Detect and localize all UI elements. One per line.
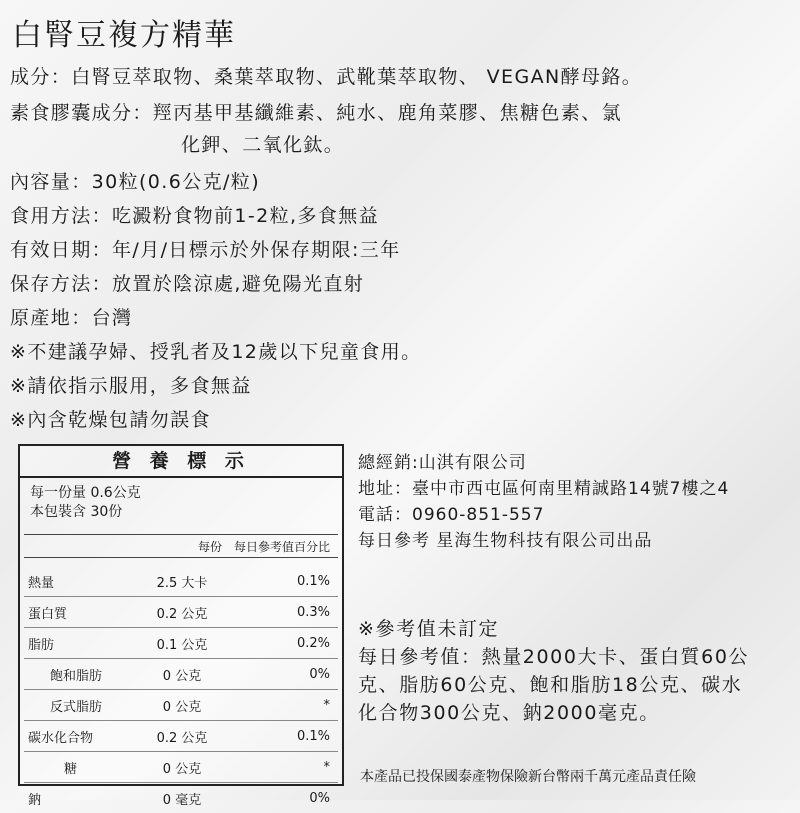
nutrient-daily-pct: 0% (309, 666, 330, 682)
manufacturer: 每日參考 星海生物科技有限公司出品 (358, 531, 653, 551)
nutrition-column-header (24, 534, 338, 558)
nutrition-row (24, 721, 338, 752)
serving-info (20, 478, 342, 534)
nutrient-value: 0.2 公克 (156, 606, 208, 622)
nutrition-row (24, 690, 338, 721)
reference-line-3: 化合物300公克、鈉2000毫克。 (358, 702, 660, 724)
distributor-address: 地址：臺中市西屯區何南里精誠路14號7樓之4 (358, 479, 730, 499)
reference-note: ※參考值未訂定 (358, 618, 500, 640)
nutrient-name: 蛋白質 (28, 606, 68, 622)
nutrition-rows (20, 566, 342, 813)
servings-per-package: 本包裝含 30份 (30, 504, 123, 520)
nutrient-daily-pct: 0.2% (296, 635, 330, 651)
insurance-note: 本產品已投保國泰產物保險新台幣兩千萬元產品責任險 (360, 769, 696, 785)
nutrient-value: 0 公克 (162, 699, 202, 715)
nutrition-table (18, 444, 344, 808)
nutrient-name: 熱量 (28, 575, 55, 591)
nutrient-name: 脂肪 (28, 637, 55, 653)
nutrient-value: 0.2 公克 (156, 730, 208, 746)
nutrient-daily-pct: 0% (309, 790, 330, 806)
col-daily-pct: 每日參考值百分比 (233, 539, 330, 554)
nutrient-daily-pct: * (323, 759, 330, 775)
nutrition-row (24, 628, 338, 659)
nutrient-value: 0.1 公克 (156, 637, 208, 653)
nutrient-daily-pct: * (323, 697, 330, 713)
origin-line: 原產地：台灣 (10, 307, 133, 329)
warning-line-1: ※不建議孕婦、授乳者及12歲以下兒童食用。 (10, 341, 422, 363)
capsule-ingredients-cont: 化鉀、二氧化鈦。 (181, 134, 345, 156)
nutrient-name: 鈉 (28, 792, 42, 808)
storage-line: 保存方法：放置於陰涼處,避免陽光直射 (10, 273, 365, 295)
usage-line: 食用方法：吃澱粉食物前1-2粒,多食無益 (10, 205, 380, 227)
warning-line-2: ※請依指示服用，多食無益 (10, 375, 252, 397)
expiry-line: 有效日期：年/月/日標示於外保存期限:三年 (10, 239, 401, 261)
nutrient-daily-pct: 0.1% (296, 573, 330, 589)
nutrition-row (24, 659, 338, 690)
nutrient-name: 飽和脂肪 (50, 668, 103, 684)
nutrient-value: 0 公克 (162, 761, 202, 777)
nutrient-name: 糖 (64, 761, 78, 777)
nutrition-row (24, 783, 338, 813)
col-per-serving: 每份 (197, 539, 222, 554)
nutrient-value: 0 公克 (162, 668, 202, 684)
nutrient-value: 2.5 大卡 (156, 575, 208, 591)
product-title: 白腎豆複方精華 (12, 18, 236, 53)
nutrient-daily-pct: 0.1% (296, 728, 330, 744)
nutrition-row (24, 752, 338, 783)
warning-line-3: ※內含乾燥包請勿誤食 (10, 409, 211, 431)
reference-line-2: 克、脂肪60公克、飽和脂肪18公克、碳水 (358, 674, 743, 696)
reference-line-1: 每日參考值：熱量2000大卡、蛋白質60公 (358, 646, 750, 668)
nutrient-daily-pct: 0.3% (296, 604, 330, 620)
serving-size: 每一份量 0.6公克 (30, 485, 141, 501)
nutrition-title: 營 養 標 示 (20, 446, 342, 478)
ingredients-line: 成分：白腎豆萃取物、桑葉萃取物、武靴葉萃取物、 VEGAN酵母鉻。 (10, 66, 643, 88)
capsule-ingredients-line: 素食膠囊成分：羥丙基甲基纖維素、純水、鹿角菜膠、焦糖色素、氯 (10, 102, 623, 124)
nutrient-name: 碳水化合物 (28, 730, 94, 746)
nutrition-row (24, 566, 338, 597)
nutrient-value: 0 毫克 (162, 792, 202, 808)
nutrient-name: 反式脂肪 (50, 699, 103, 715)
distributor-phone: 電話：0960-851-557 (358, 505, 545, 525)
distributor-name: 總經銷:山淇有限公司 (358, 453, 527, 473)
content-amount-line: 內容量：30粒(0.6公克/粒) (10, 171, 261, 193)
nutrition-row (24, 597, 338, 628)
